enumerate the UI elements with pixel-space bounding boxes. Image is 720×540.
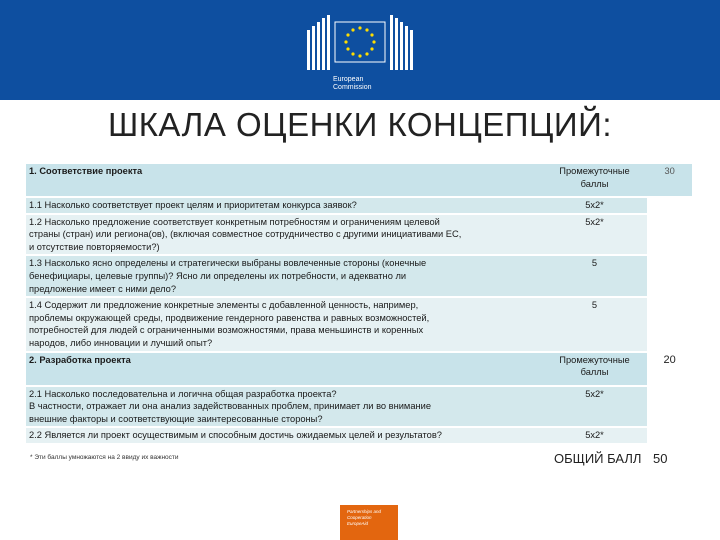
table-row	[26, 214, 692, 256]
criterion-score: 5х2*	[542, 386, 648, 428]
criterion-1-2: 1.2 Насколько предложение соответствует конкретным потребностям и ограничениям целевой страны (стран) или региона(ов), (включая совместное сотрудничество с другими инициативами ЕС, и отсутствие повторяемости?)	[26, 214, 542, 256]
criterion-score: 5х2*	[542, 427, 648, 444]
section1-score-label: Промежуточные баллы	[542, 164, 648, 197]
table-row	[26, 427, 692, 444]
footnote: * Эти баллы умножаются на 2 ввиду их важности	[30, 454, 179, 461]
criterion-1-3: 1.3 Насколько ясно определены и стратегически выбраны вовлеченные стороны (конечные бенефициары, целевые группы)? Ясно ли определены их потребности, и адекватно ли предложение имеет с ними дело?	[26, 255, 542, 297]
europeaid-logo	[340, 505, 398, 540]
evaluation-table	[26, 164, 692, 445]
total-score	[554, 451, 668, 466]
criterion-1-4: 1.4 Содержит ли предложение конкретные элементы с добавленной ценность, например, проблемы окружающей среды, продвижение гендерного равенства и равных возможностей, потребностей для людей с ограниченными возможностями, права меньшинств и коренных народов, либо инновации и лучший опыт?	[26, 297, 542, 351]
table-row	[26, 297, 692, 351]
table-row	[26, 255, 692, 297]
total-value: 50	[653, 451, 668, 466]
criterion-score: 5	[542, 255, 648, 297]
criterion-score: 5	[542, 297, 648, 351]
criterion-2-1: 2.1 Насколько последовательна и логична общая разработка проекта? В частности, отражает ли она анализ задействованных проблем, принимает ли во внимание внешние факторы и соответствующие заинтересованные стороны?	[26, 386, 542, 428]
europeaid-logo-text: Partnerships and Cooperation EuropeAid	[347, 509, 382, 526]
total-label: ОБЩИЙ БАЛЛ	[554, 451, 642, 466]
criterion-2-2: 2.2 Является ли проект осуществимым и способным достичь ожидаемых целей и результатов?	[26, 427, 542, 444]
section2-heading: 2. Разработка проекта	[26, 352, 542, 386]
criterion-1-1: 1.1 Насколько соответствует проект целям и приоритетам конкурса заявок?	[26, 197, 542, 214]
section2-max-score: 20	[647, 352, 692, 386]
section2-score-label: Промежуточные баллы	[542, 352, 648, 386]
table-row	[26, 197, 692, 214]
header-banner	[0, 0, 720, 100]
section1-header-row	[26, 164, 692, 197]
section1-max-score: 30	[647, 164, 692, 197]
page-title: ШКАЛА ОЦЕНКИ КОНЦЕПЦИЙ:	[107, 106, 613, 143]
logo-text: European Commission	[333, 76, 372, 91]
section2-header-row	[26, 352, 692, 386]
table-row	[26, 386, 692, 428]
berlaymont-building-icon	[305, 12, 415, 70]
section1-heading: 1. Соответствие проекта	[26, 164, 542, 197]
european-commission-logo	[305, 12, 415, 96]
criterion-score: 5х2*	[542, 197, 648, 214]
criterion-score: 5х2*	[542, 214, 648, 256]
